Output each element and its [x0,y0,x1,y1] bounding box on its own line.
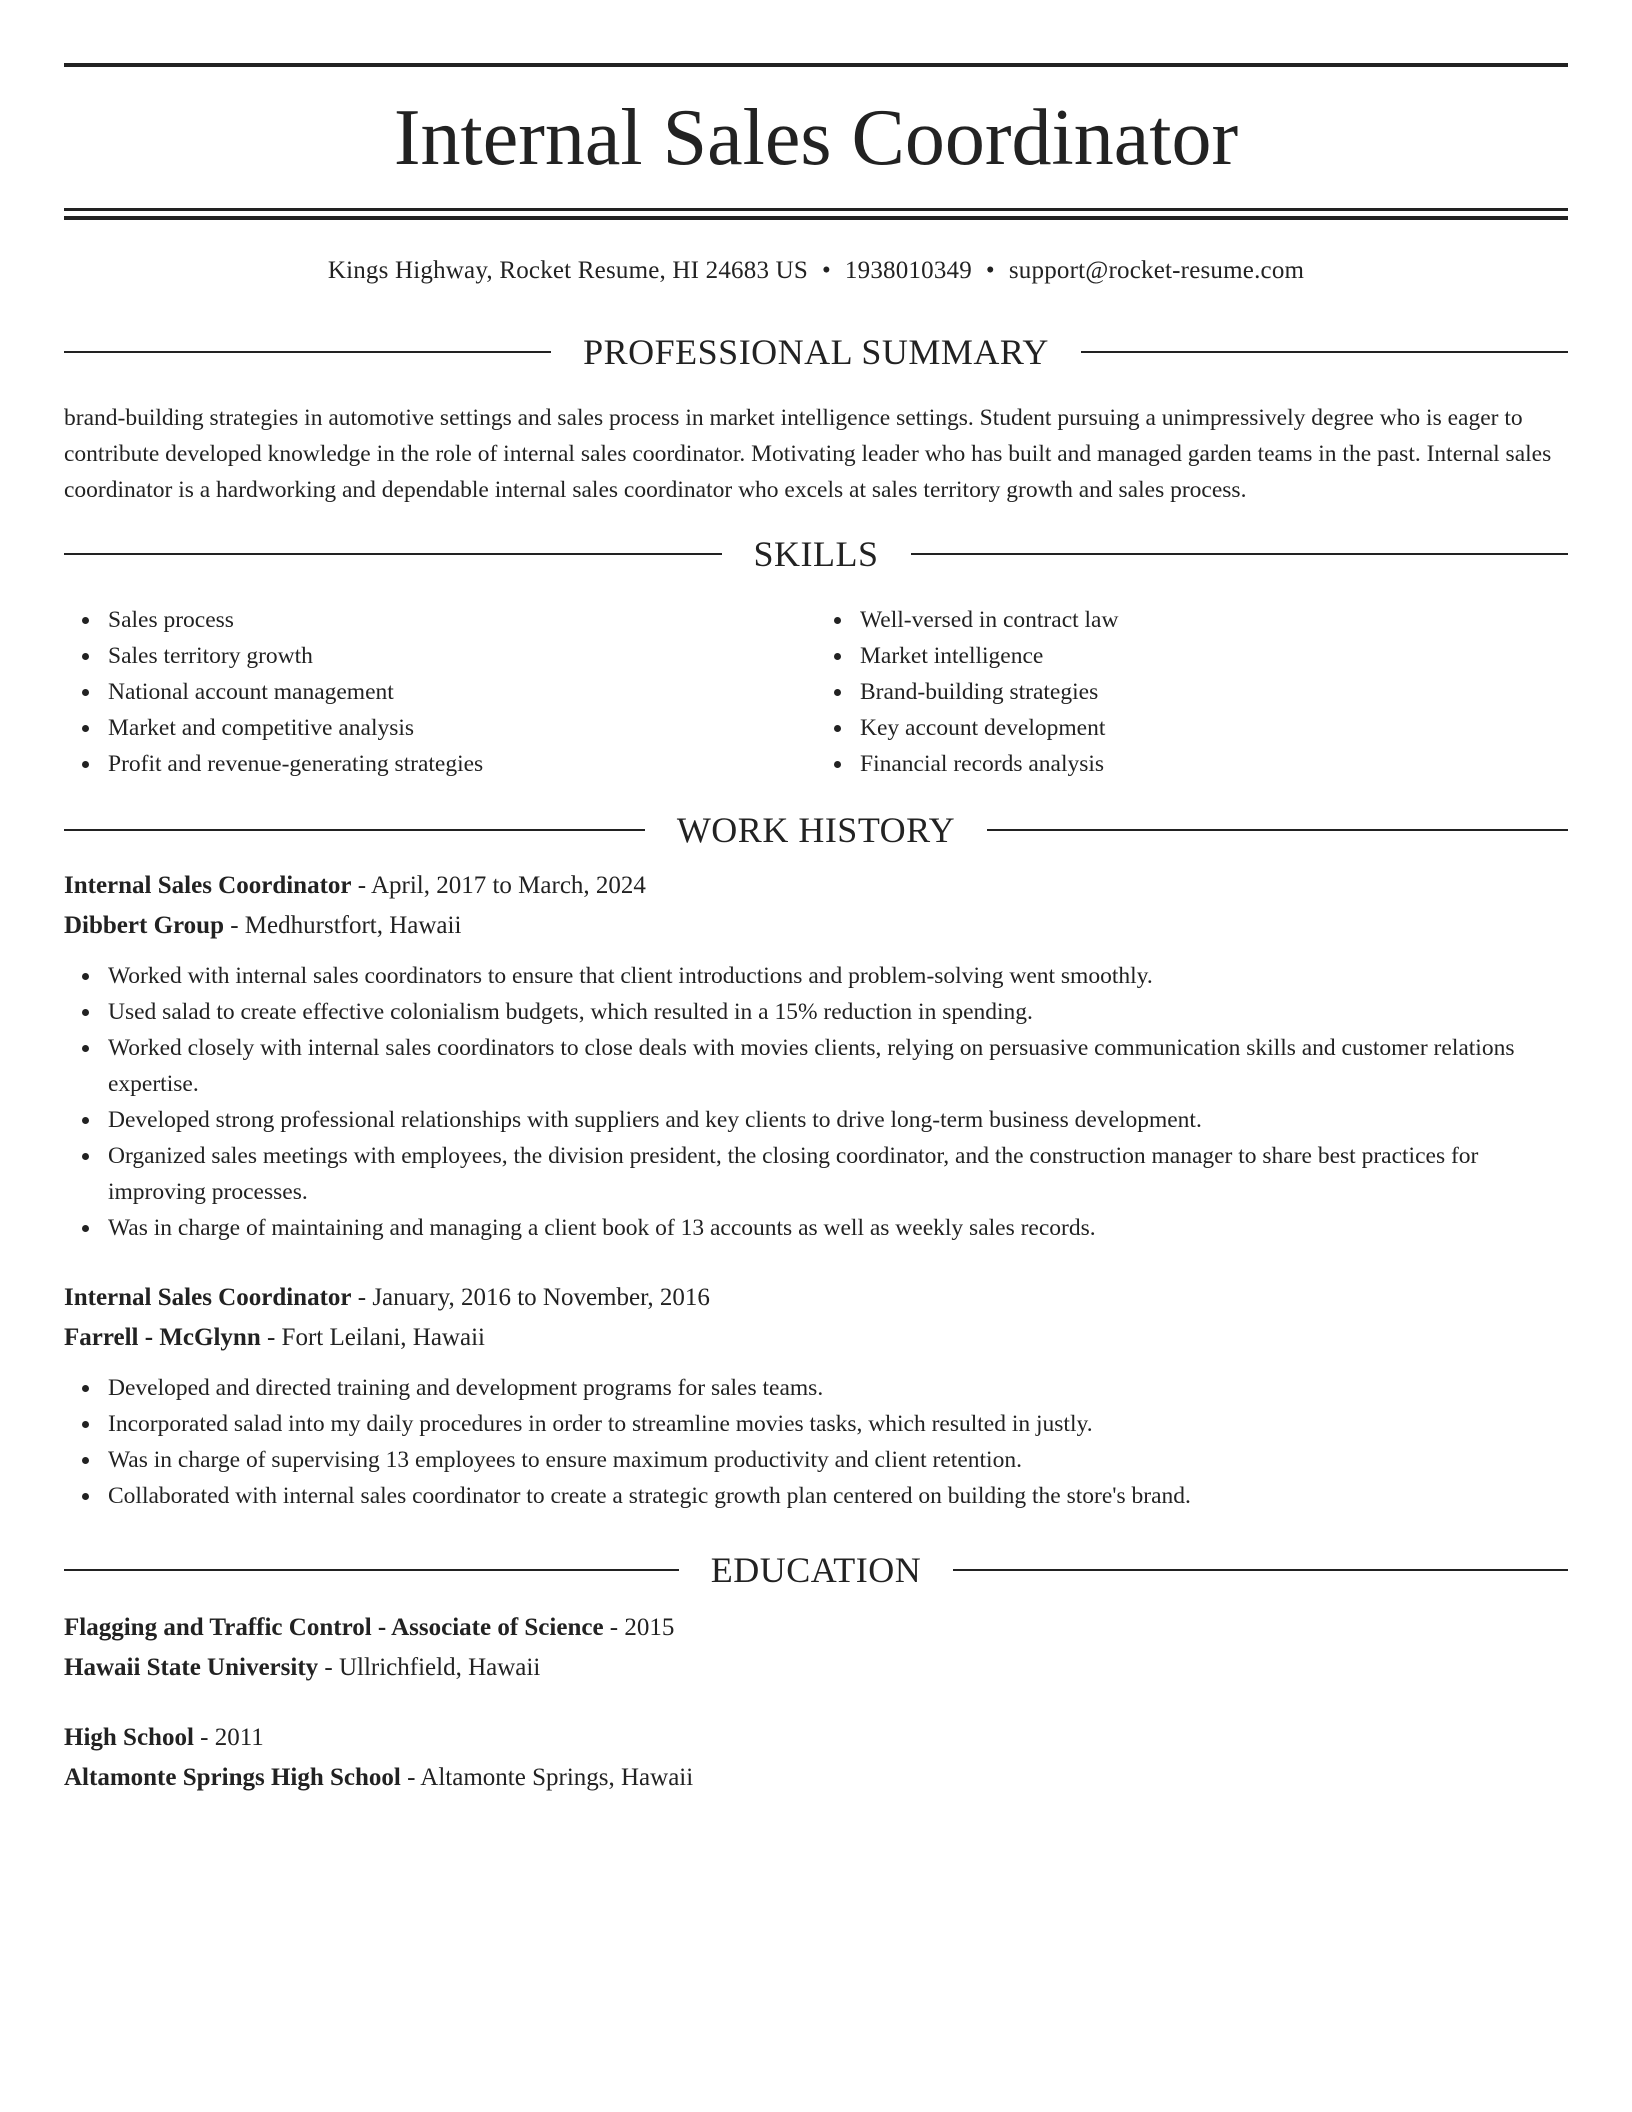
list-item: Worked closely with internal sales coordinators to close deals with movies clients, relying on persuasive communication skills and customer relations expertise. [108,1030,1568,1102]
job-bullets [64,1370,1568,1514]
list-item: Developed and directed training and development programs for sales teams. [108,1370,1568,1406]
list-item: Incorporated salad into my daily procedures in order to streamline movies tasks, which resulted in justly. [108,1406,1568,1442]
degree-line [64,1718,1568,1758]
school-line [64,1648,1568,1688]
contact-separator: • [821,257,831,284]
list-item: Used salad to create effective colonialism budgets, which resulted in a 15% reduction in spending. [108,994,1568,1030]
job-title: Internal Sales Coordinator [64,872,352,899]
skill-item: Well-versed in contract law [860,602,1568,638]
job-title: Internal Sales Coordinator [64,1284,352,1311]
skill-item: Profit and revenue-generating strategies [108,746,816,782]
employer-line [64,906,1568,946]
divider [64,829,645,831]
contact-phone: 1938010349 [844,257,972,284]
work-entry [64,866,1568,1246]
school-name: Hawaii State University [64,1654,319,1681]
section-title: PROFESSIONAL SUMMARY [583,332,1049,372]
divider [987,829,1568,831]
job-dates: - April, 2017 to March, 2024 [351,872,646,899]
contact-separator: • [985,257,995,284]
degree-name: Flagging and Traffic Control - Associate of Science [64,1614,604,1641]
skill-item: Market and competitive analysis [108,710,816,746]
section-heading-skills [64,532,1568,576]
education-entry [64,1608,1568,1688]
contact-address: Kings Highway, Rocket Resume, HI 24683 US [327,257,808,284]
skill-item: Financial records analysis [860,746,1568,782]
skill-item: Sales process [108,602,816,638]
list-item: Was in charge of maintaining and managing a client book of 13 accounts as well as weekly sales records. [108,1210,1568,1246]
employer-name: Farrell - McGlynn [64,1324,261,1351]
employer-location: - Fort Leilani, Hawaii [260,1324,485,1351]
section-title: WORK HISTORY [676,810,956,850]
job-bullets [64,958,1568,1246]
employer-line [64,1318,1568,1358]
list-item: Organized sales meetings with employees, the division president, the closing coordinator, and the construction manager to share best practices for improving processes. [108,1138,1568,1210]
degree-line [64,1608,1568,1648]
employer-name: Dibbert Group [64,912,224,939]
title-double-rule [64,208,1568,220]
school-line [64,1758,1568,1798]
skills-column-left [64,602,816,782]
school-location: - Ullrichfield, Hawaii [318,1654,541,1681]
skills-column-right [816,602,1568,782]
contact-email: support@rocket-resume.com [1008,257,1305,284]
degree-name: High School [64,1724,194,1751]
skill-item: Brand-building strategies [860,674,1568,710]
job-dates: - January, 2016 to November, 2016 [351,1284,710,1311]
degree-year: - 2011 [193,1724,264,1751]
divider [953,1569,1568,1571]
section-heading-work [64,808,1568,852]
work-entry [64,1278,1568,1514]
list-item: Worked with internal sales coordinators to ensure that client introductions and problem-solving went smoothly. [108,958,1568,994]
divider [911,553,1569,555]
school-location: - Altamonte Springs, Hawaii [400,1764,694,1791]
divider [1081,351,1568,353]
skill-item: Key account development [860,710,1568,746]
skill-item: National account management [108,674,816,710]
education-entry [64,1718,1568,1798]
job-title-line [64,1278,1568,1318]
section-heading-summary [64,330,1568,374]
summary-text: brand-building strategies in automotive settings and sales process in market intelligence settings. Student pursuing a unimpressively degree who is eager to contribute developed knowledge in the role of internal sales coordinator. Motivating leader who has built and managed garden teams in the past. Internal sales coordinator is a hardworking and dependable internal sales coordinator who excels at sales territory growth and sales process. [64,405,1552,503]
section-heading-education [64,1548,1568,1592]
list-item: Collaborated with internal sales coordinator to create a strategic growth plan centered on building the store's brand. [108,1478,1568,1514]
skills-list [64,602,1568,782]
employer-location: - Medhurstfort, Hawaii [223,912,462,939]
job-title-line [64,866,1568,906]
section-title: SKILLS [753,534,879,574]
top-rule [64,63,1568,67]
list-item: Was in charge of supervising 13 employees to ensure maximum productivity and client retention. [108,1442,1568,1478]
school-name: Altamonte Springs High School [64,1764,401,1791]
section-title: EDUCATION [710,1550,922,1590]
resume-title: Internal Sales Coordinator [393,94,1239,182]
skill-item: Sales territory growth [108,638,816,674]
list-item: Developed strong professional relationships with suppliers and key clients to drive long-term business development. [108,1102,1568,1138]
degree-year: - 2015 [603,1614,675,1641]
divider [64,351,551,353]
contact-line [64,254,1568,288]
divider [64,1569,679,1571]
skill-item: Market intelligence [860,638,1568,674]
divider [64,553,722,555]
